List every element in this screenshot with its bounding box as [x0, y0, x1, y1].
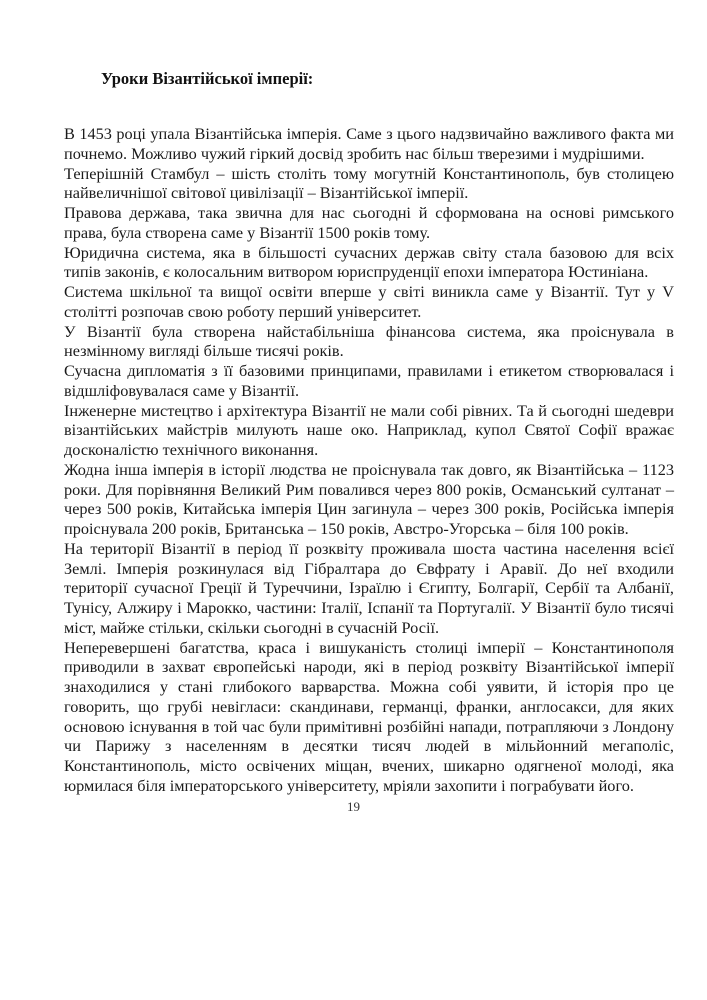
paragraph: Сучасна дипломатія з її базовими принципами, правилами і етикетом створювалася і відшліфовувалася саме у Візантії.: [64, 361, 674, 400]
paragraph: Система шкільної та вищої освіти вперше у світі виникла саме у Візантії. Тут у V столітті розпочав свою роботу перший університет.: [64, 282, 674, 321]
page-number: 19: [347, 799, 360, 814]
paragraph: В 1453 році упала Візантійська імперія. Саме з цього надзвичайно важливого факта ми почнемо. Можливо чужий гіркий досвід зробить нас більш тверезими і мудрішими.: [64, 124, 674, 163]
paragraph: Неперевершені багатства, краса і вишуканість столиці імперії – Константинополя приводили в захват європейські народи, які в період розквіту Візантійської імперії знаходилися у стані глибокого варварства. Можна собі уявити, й історія про це говорить, що грубі невіглаcи: скандинави, германці, франки, англосакси, для яких основою існування в той час були примітивні розбійні напади, потрапляючи з Лондону чи Парижу з населенням в десятки тисяч людей в мільйонний мегаполіс, Константинополь, місто освічених міщан, вчених, шикарно одягненої молоді, яка юрмилася біля імператорського університету, мріяли захопити і пограбувати його.: [64, 637, 674, 795]
document-body: [64, 124, 674, 796]
paragraph: Жодна інша імперія в історії людства не проіснувала так довго, як Візантійська – 1123 роки. Для порівняння Великий Рим повалився через 800 років, Османський султанат – через 500 років, Китайська імперія Цин загинула – через 300 років, Російська імперія проіснувала 200 років, Британська – 150 років, Австро-Угорська – біля 100 років.: [64, 459, 674, 538]
paragraph: Правова держава, така звична для нас сьогодні й сформована на основі римського права, була створена саме у Візантії 1500 років тому.: [64, 203, 674, 242]
document-title: Уроки Візантійської імперії:: [101, 69, 314, 88]
paragraph: Теперішній Стамбул – шість століть тому могутній Константинополь, був столицею найвеличнішої світової цивілізації – Візантійської імперії.: [64, 163, 674, 203]
paragraph: У Візантії була створена найстабільніша фінансова система, яка проіснувала в незмінному вигляді більше тисячі років.: [64, 321, 674, 361]
paragraph: Інженерне мистецтво і архітектура Візантії не мали собі рівних. Та й сьогодні шедеври візантійських майстрів милують наше око. Наприклад, купол Святої Софії вражає досконалістю технічного виконання.: [64, 400, 674, 459]
paragraph: На території Візантії в період її розквіту проживала шоста частина населення всієї Землі. Імперія розкинулася від Гібралтара до Євфрату і Аравії. До неї входили території сучасної Греції й Туреччини, Ізраїлю і Єгипту, Болгарії, Сербії та Албанії, Тунісу, Алжиру і Марокко, частини: Італії, Іспанії та Португалії. У Візантії було тисячі міст, майже стільки, скільки сьогодні в сучасній Росії.: [64, 538, 674, 637]
paragraph: Юридична система, яка в більшості сучасних держав світу стала базовою для всіх типів законів, є колосальним витвором юриспруденції епохи імператора Юстиніана.: [64, 242, 674, 282]
